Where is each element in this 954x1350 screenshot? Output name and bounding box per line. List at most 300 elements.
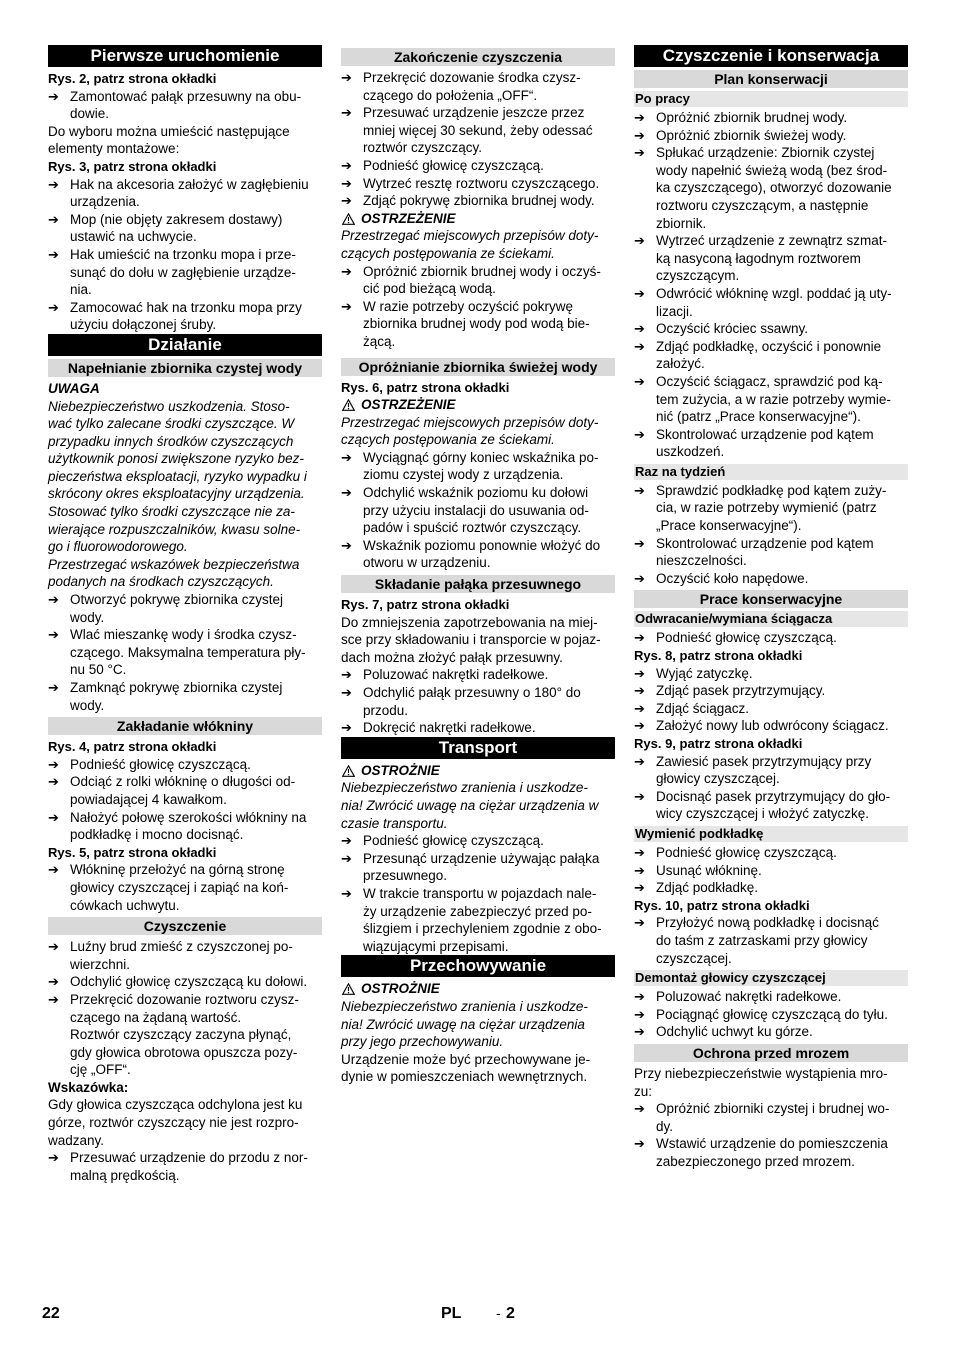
list-item-text [656,914,908,967]
list-item-text [656,426,908,461]
list-item-text [70,626,322,679]
italic-paragraph [341,779,615,832]
text-line: Roztwór czyszczący zaczyna płynąć, [70,1027,292,1043]
arrow-right-icon: ➔ [341,537,352,553]
warning-text: OSTRZEŻENIE [361,210,456,226]
text-line: nieszczelności. [656,553,747,569]
text-line: Opróżnić zbiorniki czystej i brudnej wo- [656,1101,890,1117]
list-item [634,788,908,823]
list-item-text [656,844,908,862]
arrow-right-icon: ➔ [634,700,645,716]
arrow-right-icon: ➔ [48,991,59,1007]
text-line: Luźny brud zmieść z czyszczonej po- [70,939,293,955]
figure-reference: Rys. 6, patrz strona okładki [341,379,510,395]
column-1 [48,45,322,1184]
list-item-text [656,988,908,1006]
text-line: Przesuwać urządzenie do przodu z nor- [70,1150,308,1166]
text-line: W trakcie transportu w pojazdach nale- [363,885,597,901]
paragraph [48,123,322,158]
figure-reference: Rys. 10, patrz strona okładki [634,897,810,913]
text-line: Do wyboru można umieścić następujące [48,123,290,139]
list-item [634,426,908,461]
text-line: ży urządzenie zabezpieczyć przed po- [363,903,592,919]
list-item [341,192,615,210]
arrow-right-icon: ➔ [341,667,352,683]
text-line: urządzenia. [70,194,140,210]
text-line: zabezpieczonego przed mrozem. [656,1153,855,1169]
arrow-right-icon: ➔ [48,88,59,104]
note-label: Wskazówka: [48,1079,129,1095]
text-line: czyszczącej. [656,950,732,966]
list-item [48,591,322,626]
minor-heading: Raz na tydzień [634,464,908,480]
text-line: Opróżnić zbiornik brudnej wody i oczyś- [363,263,601,279]
list-item [634,570,908,588]
list-item [634,482,908,535]
text-line: Otworzyć pokrywę zbiornika czystej [70,592,284,608]
section-heading: Czyszczenie i konserwacja [634,45,908,67]
arrow-right-icon: ➔ [634,145,645,161]
text-line: użytkownik ponosi zwiększone ryzyko bez- [48,451,304,467]
text-line: głowicy czyszczącej i zapiąć na koń- [70,879,289,895]
arrow-right-icon: ➔ [48,680,59,695]
minor-heading: Demontaż głowicy czyszczącej [634,970,908,986]
text-line: czącego na żądaną wartość. [70,1009,242,1025]
text-line: mniej więcej 30 sekund, żeby odessać [363,122,593,138]
list-item [48,679,322,714]
list-item [48,211,322,246]
text-line: Odchylić uchwyt ku górze. [656,1024,813,1040]
text-line: Skontrolować urządzenie pod kątem [656,535,874,551]
arrow-right-icon: ➔ [634,1024,645,1040]
list-item [341,263,615,298]
list-item-text [363,69,615,104]
text-line: głowicy czyszczącej. [656,771,780,787]
arrow-right-icon: ➔ [634,338,645,354]
text-line: go i fluorowodorowego. [48,539,188,555]
text-line: Przekręcić dozowanie środka czysz- [363,70,581,85]
italic-paragraph [48,398,322,592]
text-line: dy. [656,1118,674,1134]
text-line: wody napełnić świeżą wodą (bez środ- [656,162,888,178]
list-item [634,1135,908,1170]
list-item-text [70,211,322,246]
text-line: Zamknąć pokrywę zbiornika czystej [70,680,283,695]
text-line: przy jego przechowywaniu. [341,1034,504,1050]
text-line: Urządzenie może być przechowywane je- [341,1051,591,1067]
text-line: Dokręcić nakrętki radełkowe. [363,720,536,736]
text-line: Skontrolować urządzenie pod kątem [656,426,874,442]
list-item [634,665,908,683]
text-line: nia. [70,282,92,298]
text-line: Oczyścić ściągacz, sprawdzić pod ką- [656,373,883,389]
text-line: Opróżnić zbiornik brudnej wody. [656,110,848,125]
list-item-text [70,299,322,334]
text-line: cówkach uchwytu. [70,897,180,913]
arrow-right-icon: ➔ [341,885,352,901]
paragraph [341,1051,615,1086]
text-line: użyciu dołączonej śruby. [70,317,217,333]
list-item-text [656,338,908,373]
text-line: zu: [634,1083,653,1099]
arrow-right-icon: ➔ [634,989,645,1005]
arrow-right-icon: ➔ [634,373,645,389]
page-number: 22 [42,1305,60,1322]
text-line: żącą. [363,333,396,349]
warning-triangle-icon [341,399,361,411]
paragraph [48,1096,322,1149]
text-line: Gdy głowica czyszcząca odchylona jest ku [48,1097,303,1113]
arrow-right-icon: ➔ [634,535,645,551]
list-item [341,885,615,955]
text-line: podkładkę i mocno docisnąć. [70,827,244,843]
text-line: Przesuwać urządzenie jeszcze przez [363,105,585,121]
text-line: wać tylko zalecane środki czyszczące. W [48,416,295,432]
list-item-text [656,753,908,788]
arrow-right-icon: ➔ [634,788,645,804]
list-item [48,861,322,914]
text-line: tem zużycia, a w razie potrzeby wymie- [656,391,891,407]
arrow-right-icon: ➔ [48,176,59,192]
list-item-text [70,176,322,211]
text-line: wiązującymi przepisami. [363,938,509,954]
text-line: Spłukać urządzenie: Zbiornik czystej [656,145,875,161]
text-line: Zdjąć podkładkę. [656,880,759,896]
arrow-right-icon: ➔ [634,321,645,337]
list-item [48,88,322,123]
arrow-right-icon: ➔ [341,850,352,866]
arrow-right-icon: ➔ [341,485,352,501]
arrow-right-icon: ➔ [341,685,352,700]
text-line: gdy głowica obrotowa opuszcza pozy- [70,1044,298,1060]
text-line: lizacji. [656,303,693,319]
list-item-text [656,879,908,897]
list-item [48,246,322,299]
paragraph [634,1065,908,1100]
figure-reference: Rys. 9, patrz strona okładki [634,736,803,751]
paragraph [341,614,615,667]
warning-triangle-icon [341,765,361,777]
text-line: wierzchni. [70,956,131,972]
arrow-right-icon: ➔ [634,1101,645,1117]
list-item [634,682,908,700]
list-item-text [656,535,908,570]
text-line: Wstawić urządzenie do pomieszczenia [656,1136,888,1152]
arrow-right-icon: ➔ [634,426,645,442]
text-line: sunąć do dołu w zagłębienie urządze- [70,264,296,280]
text-line: dowie. [70,106,110,122]
text-line: ślizgiem i przechyleniem zgodnie z obo- [363,921,602,937]
arrow-right-icon: ➔ [634,753,645,769]
list-item [634,629,908,647]
list-item-text [70,88,322,123]
subsection-heading: Napełnianie zbiornika czystej wody [48,359,322,377]
section-heading: Działanie [48,334,322,356]
text-line: Zawiesić pasek przytrzymujący przy [656,753,872,769]
text-line: Podnieść głowicę czyszczącą. [363,157,544,173]
list-item-text [363,157,615,175]
list-item [48,973,322,991]
list-item [634,717,908,735]
list-item [634,338,908,373]
warning-text: OSTROŻNIE [361,762,440,778]
text-line: otworu w urządzeniu. [363,555,491,571]
list-item [48,756,322,774]
italic-paragraph [341,414,615,449]
list-item-text [363,298,615,351]
list-item-text [656,700,908,718]
list-item-text [656,788,908,823]
text-line: Odchylić pałąk przesuwny o 180° do [363,685,581,700]
text-line: Niebezpieczeństwo zranienia i uszkodze- [341,780,588,796]
column-3 [634,45,908,1170]
text-line: Podnieść głowicę czyszczącą. [70,756,251,772]
list-item-text [70,973,322,991]
text-line: Przekręcić dozowanie roztworu czysz- [70,991,299,1007]
subsection-heading: Opróżnianie zbiornika świeżej wody [341,358,615,376]
text-line: sce przy składowaniu i transporcie w pojaz- [341,632,601,648]
list-item-text [656,232,908,285]
list-item [341,449,615,484]
subsection-heading: Zakończenie czyszczenia [341,48,615,66]
italic-paragraph [341,227,615,262]
text-line: ka czyszczącego), otworzyć dozowanie [656,180,892,196]
list-item [341,484,615,537]
list-item [48,626,322,679]
list-item [341,69,615,104]
minor-heading: Odwracanie/wymiana ściągacza [634,611,908,627]
arrow-right-icon: ➔ [634,915,645,931]
text-line: Zdjąć podkładkę, oczyścić i ponownie [656,338,882,354]
arrow-right-icon: ➔ [48,1150,59,1166]
arrow-right-icon: ➔ [634,127,645,143]
language-code: PL [441,1305,462,1322]
spacer [341,351,615,355]
list-item [341,666,615,684]
list-item-text [363,684,615,719]
text-line: Podnieść głowicę czyszczącą. [363,833,544,849]
text-line: nia! Zwrócić uwagę na ciężar urządzenia [341,1016,585,1032]
list-item [634,844,908,862]
text-line: do taśm z zatrzaskami przy głowicy [656,932,868,948]
text-line: dynie w pomieszczeniach wewnętrznych. [341,1069,588,1085]
text-line: Niebezpieczeństwo uszkodzenia. Stoso- [48,398,290,414]
text-line: skrócony okres eksploatacyjny urządzenia. [48,486,305,502]
figure-reference: Rys. 3, patrz strona okładki [48,158,217,174]
text-line: Wlać mieszankę wody i środka czysz- [70,627,297,643]
figure-reference: Rys. 7, patrz strona okładki [341,597,510,613]
text-line: Poluzować nakrętki radełkowe. [656,989,842,1005]
text-line: Oczyścić koło napędowe. [656,570,809,586]
italic-paragraph [341,998,615,1051]
subsection-heading: Składanie pałąka przesuwnego [341,575,615,593]
arrow-right-icon: ➔ [48,299,59,315]
list-item [634,109,908,127]
text-line: Stosować tylko środki czyszczące nie za- [48,504,295,520]
arrow-right-icon: ➔ [48,862,59,878]
text-line: wody. [70,697,105,713]
warning-label [341,980,615,998]
list-item [634,988,908,1006]
text-line: nia! Zwrócić uwagę na ciężar urządzenia w [341,797,599,813]
text-line: Usunąć włókninę. [656,862,762,878]
text-line: Pociągnąć głowicę czyszczącą do tyłu. [656,1006,888,1022]
footer-dash: - [496,1305,501,1321]
text-line: W razie potrzeby oczyścić pokrywę [363,298,574,314]
section-heading: Transport [341,737,615,759]
text-line: Przyłożyć nową podkładkę i docisnąć [656,915,879,931]
list-item-text [70,861,322,914]
text-line: Odchylić wskaźnik poziomu ku dołowi [363,485,589,501]
text-line: powiadającej 4 kawałkom. [70,791,227,807]
arrow-right-icon: ➔ [634,1006,645,1022]
text-line: Włókninę przełożyć na górną stronę [70,862,285,878]
figure-reference: Rys. 5, patrz strona okładki [48,844,217,860]
list-item-text [656,570,908,588]
text-line: Niebezpieczeństwo zranienia i uszkodze- [341,998,588,1014]
list-item [341,832,615,850]
text-line: przypadku innych środków czyszczących [48,433,294,449]
text-line: górze, roztwór czyszczący nie jest rozpro- [48,1115,299,1131]
list-item [341,298,615,351]
list-item [341,157,615,175]
list-item [341,537,615,572]
text-line: Odchylić głowicę czyszczącą ku dołowi. [70,974,308,990]
text-line: Zamontować pałąk przesuwny na obu- [70,88,302,104]
arrow-right-icon: ➔ [48,974,59,990]
text-line: wierające rozpuszczalników, kwasu solne- [48,521,301,537]
text-line: cia, w razie potrzeby wymienić (patrz [656,500,877,516]
arrow-right-icon: ➔ [341,175,352,191]
text-line: wicy czyszczącej i włożyć zatyczkę. [656,806,870,822]
list-item [634,373,908,426]
text-line: wadzany. [48,1132,105,1148]
list-item-text [363,850,615,885]
list-item [48,773,322,808]
arrow-right-icon: ➔ [634,1136,645,1152]
list-item [341,719,615,737]
list-item [48,299,322,334]
arrow-right-icon: ➔ [634,482,645,498]
text-line: Przestrzegać miejscowych przepisów doty- [341,228,599,244]
text-line: Przestrzegać wskazówek bezpieczeństwa [48,556,300,572]
list-item-text [70,938,322,973]
text-line: Wytrzeć resztę roztworu czyszczącego. [363,175,600,191]
arrow-right-icon: ➔ [634,233,645,249]
list-item [634,753,908,788]
text-line: Nałożyć połowę szerokości włókniny na [70,809,307,825]
list-item-text [70,809,322,844]
arrow-right-icon: ➔ [48,592,59,608]
section-heading: Pierwsze uruchomienie [48,45,322,67]
minor-heading: Po pracy [634,91,908,107]
figure-reference: Rys. 4, patrz strona okładki [48,739,217,755]
list-item-text [656,1023,908,1041]
list-item-text [656,320,908,338]
text-line: ką nasyconą łagodnym roztworem [656,250,861,266]
arrow-right-icon: ➔ [48,627,59,643]
list-item-text [656,682,908,700]
text-line: Do zmniejszenia zapotrzebowania na miej- [341,614,598,630]
text-line: Wyciągnąć górny koniec wskaźnika po- [363,449,599,465]
text-line: „Prace konserwacyjne“). [656,518,802,534]
list-item [341,850,615,885]
list-item-text [363,449,615,484]
text-line: Mop (nie objęty zakresem dostawy) [70,211,283,227]
list-item [634,232,908,285]
text-line: dach można złożyć pałąk przesuwny. [341,649,563,665]
arrow-right-icon: ➔ [634,665,645,681]
subsection-heading: Czyszczenie [48,917,322,935]
list-item-text [70,591,322,626]
list-item [48,809,322,844]
text-line: zbiornik. [656,215,707,231]
text-line: założyć. [656,356,705,372]
arrow-right-icon: ➔ [341,720,352,736]
list-item-text [656,717,908,735]
list-item-text [656,1006,908,1024]
list-item-text [363,104,615,157]
text-line: przesuwnego. [363,868,448,884]
subsection-heading: Prace konserwacyjne [634,590,908,608]
text-line: Wyjąć zatyczkę. [656,665,753,681]
page-footer [0,1305,954,1329]
arrow-right-icon: ➔ [634,630,645,646]
list-item [634,1100,908,1135]
text-line: czących postępowania ze ściekami. [341,432,555,448]
list-item [341,104,615,157]
text-line: uszkodzeń. [656,444,725,460]
list-item-text [363,484,615,537]
list-item-text [363,666,615,684]
list-item [48,938,322,973]
text-line: roztwór czyszczący. [363,140,483,156]
arrow-right-icon: ➔ [634,285,645,301]
text-line: padów i spuścić roztwór czyszczący. [363,520,582,536]
list-item [341,175,615,193]
list-item-text [656,373,908,426]
text-line: elementy montażowe: [48,141,180,157]
list-item-text [70,991,322,1026]
text-line: malną prędkością. [70,1167,180,1183]
arrow-right-icon: ➔ [634,110,645,125]
list-item [48,1149,322,1184]
text-line: czącego do położenia „OFF“. [363,87,538,103]
arrow-right-icon: ➔ [634,880,645,896]
arrow-right-icon: ➔ [341,298,352,314]
arrow-right-icon: ➔ [341,833,352,849]
list-item [634,127,908,145]
arrow-right-icon: ➔ [634,718,645,734]
list-item [634,879,908,897]
warning-label [341,762,615,780]
text-line: Podnieść głowicę czyszczącą. [656,630,837,646]
text-line: pieczeństwa eksploatacji, ryzyko wypadku i [48,468,307,484]
text-line: Założyć nowy lub odwrócony ściągacz. [656,718,889,734]
subsection-heading: Zakładanie włókniny [48,717,322,735]
text-line: ziomu czystej wody z urządzenia. [363,467,564,483]
text-line: Przy niebezpieczeństwie wystąpienia mro- [634,1065,888,1081]
paragraph [48,1026,322,1079]
figure-reference: Rys. 8, patrz strona okładki [634,648,803,664]
list-item-text [363,175,615,193]
list-item-text [70,773,322,808]
list-item-text [363,719,615,737]
text-line: zbiornika brudnej wody pod wodą bie- [363,316,590,332]
text-line: wody. [70,609,105,625]
text-line: Hak na akcesoria założyć w zagłębieniu [70,176,309,192]
list-item [341,684,615,719]
